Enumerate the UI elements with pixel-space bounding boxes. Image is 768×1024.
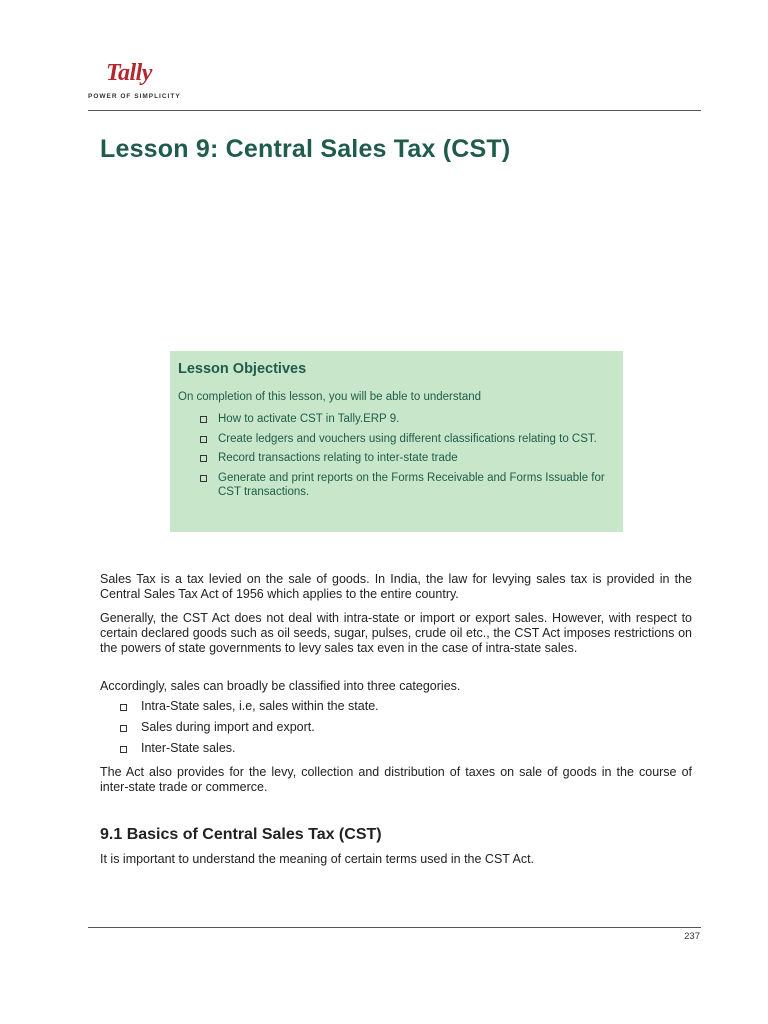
header-divider	[88, 110, 701, 111]
objectives-heading: Lesson Objectives	[178, 361, 307, 377]
list-item: Intra-State sales, i.e, sales within the state.	[120, 699, 680, 714]
paragraph-cst-act: Generally, the CST Act does not deal with intra-state or import or export sales. However, with respect to certain declared goods such as oil seeds, sugar, pulses, crude oil etc., the CST Act imposes restrictions on the powers of state governments to levy sales tax even in the case of intra-state sales.	[100, 611, 692, 655]
list-item: How to activate CST in Tally.ERP 9.	[200, 412, 608, 427]
objectives-intro: On completion of this lesson, you will be able to understand	[178, 391, 482, 403]
square-bullet-icon	[200, 475, 207, 482]
square-bullet-icon	[120, 704, 127, 711]
square-bullet-icon	[200, 436, 207, 443]
list-item: Generate and print reports on the Forms Receivable and Forms Issuable for CST transactions.	[200, 471, 608, 500]
list-item: Record transactions relating to inter-state trade	[200, 451, 608, 466]
square-bullet-icon	[200, 416, 207, 423]
list-item: Inter-State sales.	[120, 741, 680, 756]
page-number: 237	[684, 931, 700, 942]
square-bullet-icon	[120, 746, 127, 753]
square-bullet-icon	[120, 725, 127, 732]
footer-divider	[88, 927, 701, 928]
section-intro-text: It is important to understand the meaning of certain terms used in the CST Act.	[100, 852, 535, 866]
paragraph-act-provisions: The Act also provides for the levy, collection and distribution of taxes on sale of goods in the course of inter-state trade or commerce.	[100, 765, 692, 794]
square-bullet-icon	[200, 455, 207, 462]
logo-wordmark: Tally	[106, 60, 152, 86]
list-item: Sales during import and export.	[120, 720, 680, 735]
section-heading: 9.1 Basics of Central Sales Tax (CST)	[100, 826, 382, 843]
objectives-list	[178, 412, 615, 500]
list-item: Create ledgers and vouchers using different classifications relating to CST.	[200, 432, 608, 447]
logo-tagline: POWER OF SIMPLICITY	[88, 93, 181, 100]
tally-logo	[88, 60, 188, 104]
sales-categories-list	[120, 699, 680, 762]
lesson-objectives-box	[170, 351, 623, 532]
paragraph-categories-intro: Accordingly, sales can broadly be classified into three categories.	[100, 679, 461, 693]
paragraph-sales-tax-intro: Sales Tax is a tax levied on the sale of goods. In India, the law for levying sales tax is provided in the Central Sales Tax Act of 1956 which applies to the entire country.	[100, 572, 692, 601]
page-title: Lesson 9: Central Sales Tax (CST)	[100, 135, 511, 163]
